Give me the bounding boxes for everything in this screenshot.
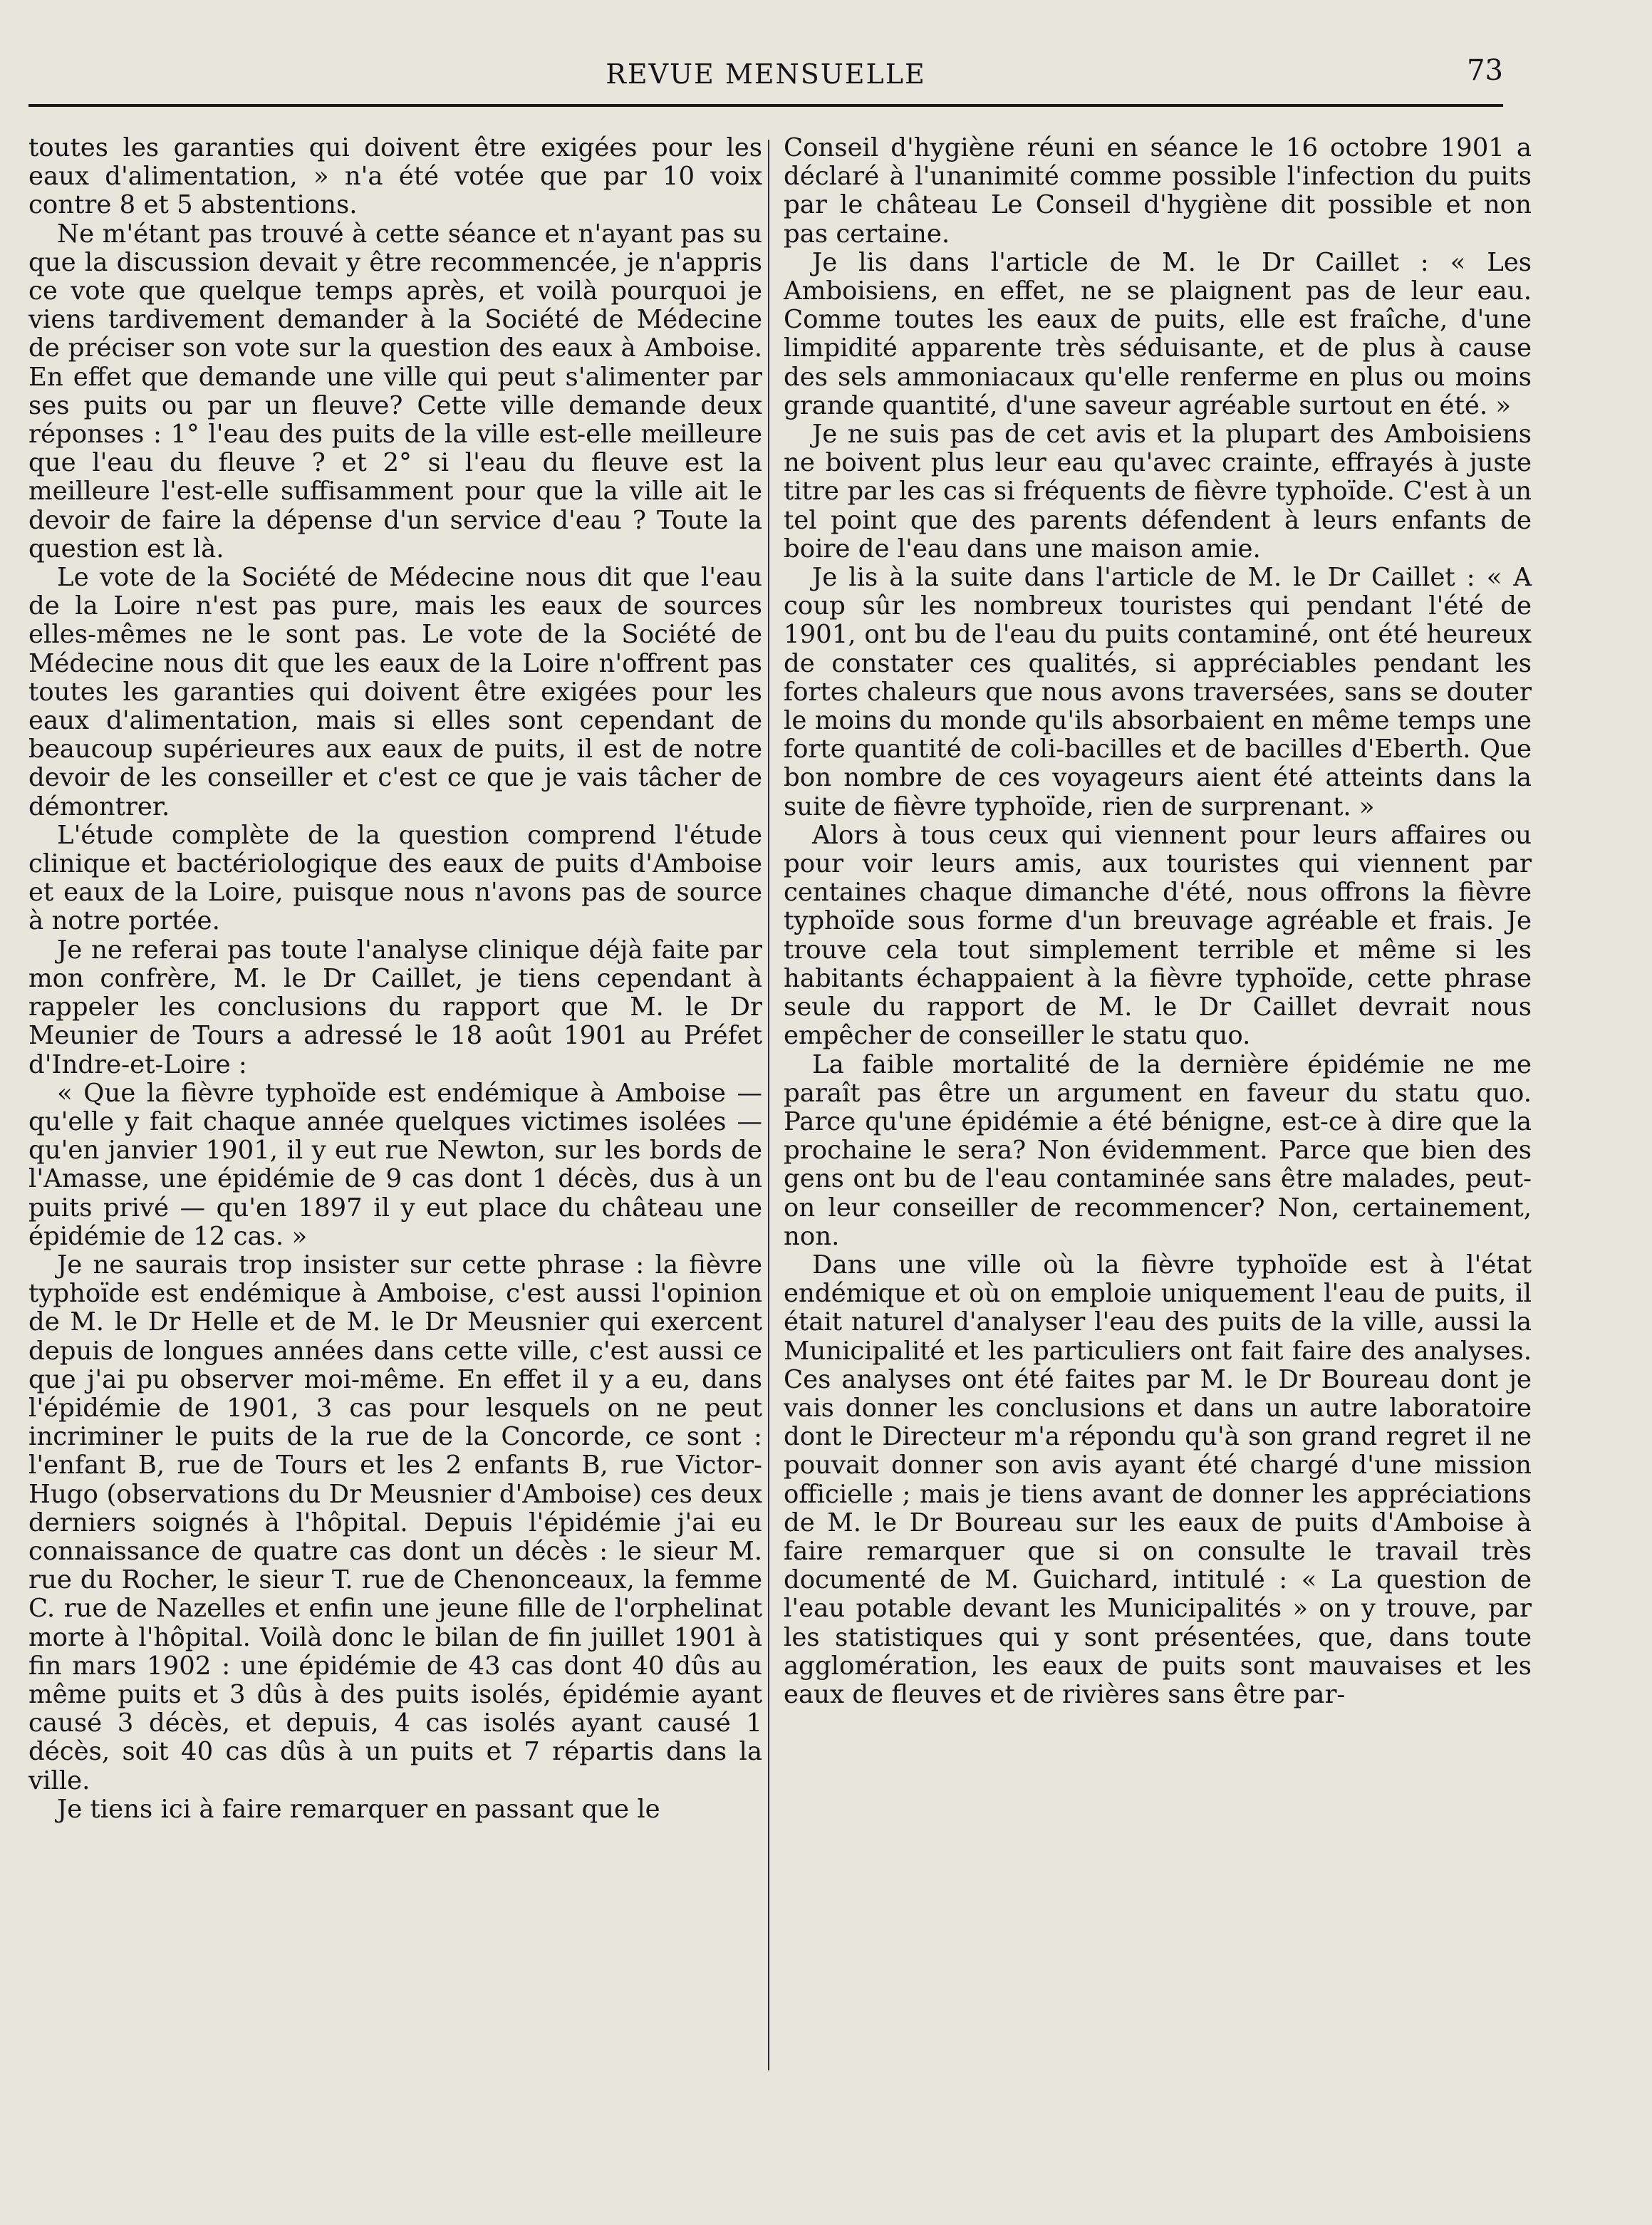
paragraph: Je lis dans l'article de M. le Dr Caillet : « Les Amboisiens, en effet, ne se plaignent pas de leur eau. Comme toutes les eaux de puits, elle est fraîche, d'une limpidité apparente très séduisante, et de plus à cause des sels ammoniacaux qu'elle renferme en plus ou moins grande quantité, d'une saveur agréable surtout en été. »: [784, 247, 1532, 420]
quotation-paragraph: « Que la fièvre typhoïde est endémique à Amboise — qu'elle y fait chaque année quelques victimes isolées — qu'en janvier 1901, il y eut rue Newton, sur les bords de l'Amasse, une épidémie de 9 cas dont 1 décès, dus à un puits privé — qu'en 1897 il y eut place du château une épidémie de 12 cas. »: [28, 1078, 762, 1251]
paragraph: La faible mortalité de la dernière épidémie ne me paraît pas être un argument en faveur du statu quo. Parce qu'une épidémie a été bénigne, est-ce à dire que la prochaine le sera? Non évidemment. Parce que bien des gens ont bu de l'eau contaminée sans être malades, peut-on leur conseiller de recommencer? Non, certainement, non.: [784, 1049, 1532, 1251]
paragraph: Je lis à la suite dans l'article de M. le Dr Caillet : « A coup sûr les nombreux touristes qui pendant l'été de 1901, ont bu de l'eau du puits contaminé, ont été heureux de constater ces qualités, si appréciables pendant les fortes chaleurs que nous avons traversées, sans se douter le moins du monde qu'ils absorbaient en même temps une forte quantité de coli-bacilles et de bacilles d'Eberth. Que bon nombre de ces voyageurs aient été atteints dans la suite de fièvre typhoïde, rien de surprenant. »: [784, 563, 1532, 821]
paragraph: Alors à tous ceux qui viennent pour leurs affaires ou pour voir leurs amis, aux touristes qui viennent par centaines chaque dimanche d'été, nous offrons la fièvre typhoïde sous forme d'un breuvage agréable et frais. Je trouve cela tout simplement terrible et même si les habitants échappaient à la fièvre typhoïde, cette phrase seule du rapport de M. le Dr Caillet devrait nous empêcher de conseiller le statu quo.: [784, 820, 1532, 1051]
paragraph: Je ne suis pas de cet avis et la plupart des Amboisiens ne boivent plus leur eau qu'avec crainte, effrayés à juste titre par les cas si fréquents de fièvre typhoïde. C'est à un tel point que des parents défendent à leurs enfants de boire de l'eau dans une maison amie.: [784, 420, 1532, 564]
paragraph: L'étude complète de la question comprend l'étude clinique et bactériologique des eaux de puits d'Amboise et eaux de la Loire, puisque nous n'avons pas de source à notre portée.: [28, 820, 762, 936]
column-divider: [768, 140, 769, 2070]
header-rule: [28, 104, 1503, 107]
running-header: [28, 50, 1503, 100]
paragraph: Dans une ville où la fièvre typhoïde est à l'état endémique et où on emploie uniquement l'eau de puits, il était naturel d'analyser l'eau des puits de la ville, aussi la Municipalité et les particuliers ont fait faire des analyses. Ces analyses ont été faites par M. le Dr Boureau dont je vais donner les conclusions et dans un autre laboratoire dont le Directeur m'a répondu qu'à son grand regret il ne pouvait donner son avis ayant été chargé d'une mission officielle ; mais je tiens avant de donner les appréciations de M. le Dr Boureau sur les eaux de puits d'Amboise à faire remarquer que si on consulte le travail très documenté de M. Guichard, intitulé : « La question de l'eau potable devant les Municipalités » on y trouve, par les statistiques qui y sont présentées, que, dans toute agglomération, les eaux de puits sont mauvaises et les eaux de fleuves et de rivières sans être par-: [784, 1250, 1532, 1709]
paragraph: Ne m'étant pas trouvé à cette séance et n'ayant pas su que la discussion devait y être recommencée, je n'appris ce vote que quelque temps après, et voilà pourquoi je viens tardivement demander à la Société de Médecine de préciser son vote sur la question des eaux à Amboise. En effet que demande une ville qui peut s'alimenter par ses puits ou par un fleuve? Cette ville demande deux réponses : 1° l'eau des puits de la ville est-elle meilleure que l'eau du fleuve ? et 2° si l'eau du fleuve est la meilleure l'est-elle suffisamment pour que la ville ait le devoir de faire la dépense d'un service d'eau ? Toute la question est là.: [28, 219, 762, 564]
page-number: 73: [1467, 54, 1503, 87]
paragraph: Je ne referai pas toute l'analyse clinique déjà faite par mon confrère, M. le Dr Caillet, je tiens cependant à rappeler les conclusions du rapport que M. le Dr Meunier de Tours a adressé le 18 août 1901 au Préfet d'Indre-et-Loire :: [28, 935, 762, 1079]
left-column: [28, 134, 762, 1824]
paragraph: Je ne saurais trop insister sur cette phrase : la fièvre typhoïde est endémique à Amboise, c'est aussi l'opinion de M. le Dr Helle et de M. le Dr Meusnier qui exercent depuis de longues années dans cette ville, c'est aussi ce que j'ai pu observer moi-même. En effet il y a eu, dans l'épidémie de 1901, 3 cas pour lesquels on ne peut incriminer le puits de la rue de la Concorde, ce sont : l'enfant B, rue de Tours et les 2 enfants B, rue Victor-Hugo (observations du Dr Meusnier d'Amboise) ces deux derniers soignés à l'hôpital. Depuis l'épidémie j'ai eu connaissance de quatre cas dont un décès : le sieur M. rue du Rocher, le sieur T. rue de Chenonceaux, la femme C. rue de Nazelles et enfin une jeune fille de l'orphelinat morte à l'hôpital. Voilà donc le bilan de fin juillet 1901 à fin mars 1902 : une épidémie de 43 cas dont 40 dûs au même puits et 3 dûs à des puits isolés, épidémie ayant causé 3 décès, et depuis, 4 cas isolés ayant causé 1 décès, soit 40 cas dûs à un puits et 7 répartis dans la ville.: [28, 1250, 762, 1795]
paragraph: Conseil d'hygiène réuni en séance le 16 octobre 1901 a déclaré à l'unanimité comme possible l'infection du puits par le château Le Conseil d'hygiène dit possible et non pas certaine.: [784, 133, 1532, 249]
paragraph: Je tiens ici à faire remarquer en passant que le: [57, 1794, 660, 1824]
journal-title: REVUE MENSUELLE: [606, 58, 926, 90]
paragraph: toutes les garanties qui doivent être exigées pour les eaux d'alimentation, » n'a été votée que par 10 voix contre 8 et 5 abstentions.: [28, 133, 762, 220]
right-column: [784, 134, 1532, 1709]
paragraph: Le vote de la Société de Médecine nous dit que l'eau de la Loire n'est pas pure, mais les eaux de sources elles-mêmes ne le sont pas. Le vote de la Société de Médecine nous dit que les eaux de la Loire n'offrent pas toutes les garanties qui doivent être exigées pour les eaux d'alimentation, mais si elles sont cependant de beaucoup supérieures aux eaux de puits, il est de notre devoir de les conseiller et c'est ce que je vais tâcher de démontrer.: [28, 563, 762, 821]
